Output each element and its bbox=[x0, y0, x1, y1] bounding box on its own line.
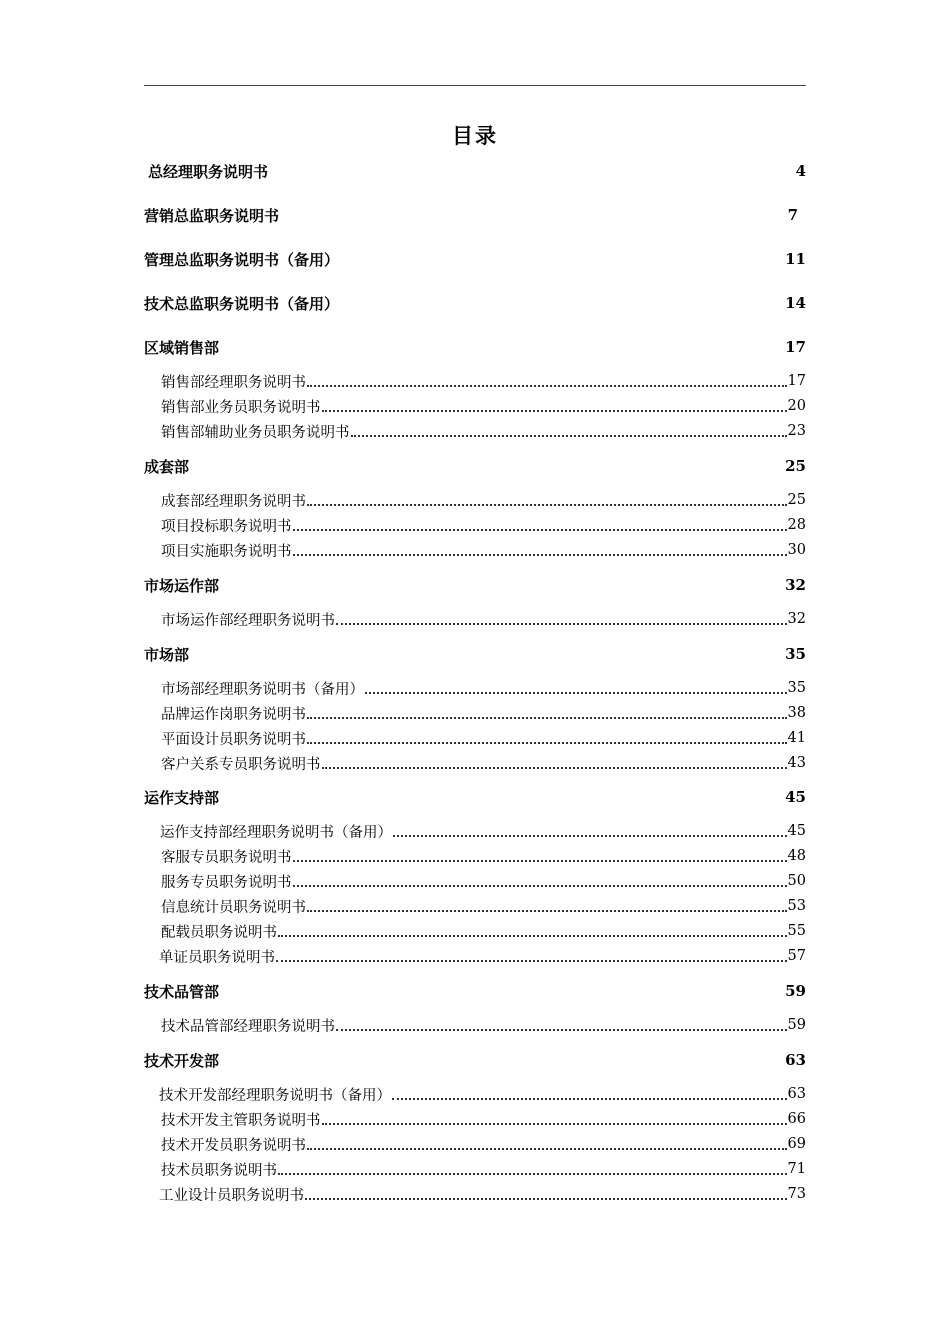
toc-dot-leader bbox=[307, 909, 787, 912]
toc-page-number: 48 bbox=[787, 848, 806, 864]
toc-entry-title: 项目投标职务说明书 bbox=[161, 518, 292, 535]
toc-page-number: 41 bbox=[787, 730, 806, 746]
toc-entry-title: 客户关系专员职务说明书 bbox=[161, 756, 321, 773]
toc-dot-leader bbox=[392, 1097, 787, 1100]
toc-entry-title: 项目实施职务说明书 bbox=[161, 543, 292, 560]
toc-subentry[interactable] bbox=[144, 920, 806, 942]
toc-page-number: 69 bbox=[787, 1136, 806, 1152]
toc-entry-title: 营销总监职务说明书 bbox=[144, 206, 280, 225]
toc-page-number: 38 bbox=[787, 705, 806, 721]
toc-page-number: 66 bbox=[787, 1111, 806, 1127]
toc-dot-leader bbox=[351, 434, 787, 437]
toc-dot-leader bbox=[278, 934, 787, 937]
toc-page-number: 59 bbox=[787, 1017, 806, 1033]
toc-page-number: 73 bbox=[787, 1186, 806, 1202]
toc-page-number: 55 bbox=[787, 923, 806, 939]
toc-page-number: 17 bbox=[785, 338, 806, 356]
toc-page-number: 32 bbox=[787, 611, 806, 627]
toc-entry-title: 技术总监职务说明书（备用） bbox=[144, 294, 340, 313]
toc-page-number: 35 bbox=[787, 680, 806, 696]
toc-page-number: 4 bbox=[795, 162, 806, 180]
toc-section-entry[interactable] bbox=[144, 292, 806, 314]
toc-entry-title: 客服专员职务说明书 bbox=[161, 849, 292, 866]
toc-entry-title: 工业设计员职务说明书 bbox=[159, 1187, 304, 1204]
toc-subentry[interactable] bbox=[144, 1133, 806, 1155]
toc-subentry[interactable] bbox=[144, 677, 806, 699]
toc-entry-title: 区域销售部 bbox=[144, 338, 220, 357]
toc-entry-title: 技术开发主管职务说明书 bbox=[161, 1112, 321, 1129]
toc-dot-leader bbox=[307, 503, 787, 506]
toc-page-number: 28 bbox=[787, 517, 806, 533]
toc-dot-leader bbox=[293, 884, 787, 887]
toc-section-entry[interactable] bbox=[144, 336, 806, 358]
toc-dot-leader bbox=[293, 553, 787, 556]
toc-page-number: 17 bbox=[787, 373, 806, 389]
toc-page-number: 43 bbox=[787, 755, 806, 771]
toc-section-entry[interactable] bbox=[144, 455, 806, 477]
toc-section-entry[interactable] bbox=[144, 643, 806, 665]
toc-section-entry[interactable] bbox=[144, 980, 806, 1002]
toc-entry-title: 技术品管部经理职务说明书 bbox=[161, 1018, 335, 1035]
toc-subentry[interactable] bbox=[144, 608, 806, 630]
toc-entry-title: 技术开发部经理职务说明书（备用） bbox=[159, 1087, 391, 1104]
toc-section-entry[interactable] bbox=[144, 786, 806, 808]
toc-entry-title: 单证员职务说明书 bbox=[159, 949, 275, 966]
toc-title: 目录 bbox=[452, 123, 498, 148]
toc-page-number: 57 bbox=[787, 948, 806, 964]
toc-dot-leader bbox=[293, 859, 787, 862]
toc-subentry[interactable] bbox=[144, 895, 806, 917]
toc-page-number: 14 bbox=[785, 294, 806, 312]
toc-subentry[interactable] bbox=[144, 870, 806, 892]
toc-dot-leader bbox=[322, 409, 787, 412]
toc-subentry[interactable] bbox=[144, 420, 806, 442]
toc-entry-title: 信息统计员职务说明书 bbox=[161, 899, 306, 916]
toc-dot-leader bbox=[276, 959, 787, 962]
toc-subentry[interactable] bbox=[144, 702, 806, 724]
toc-entry-title: 服务专员职务说明书 bbox=[161, 874, 292, 891]
toc-dot-leader bbox=[307, 741, 787, 744]
toc-entry-title: 市场运作部经理职务说明书 bbox=[161, 612, 335, 629]
toc-dot-leader bbox=[307, 716, 787, 719]
toc-entry-title: 销售部辅助业务员职务说明书 bbox=[161, 424, 350, 441]
toc-entry-title: 市场运作部 bbox=[144, 576, 220, 595]
toc-dot-leader bbox=[307, 1147, 787, 1150]
toc-subentry[interactable] bbox=[144, 395, 806, 417]
toc-entry-title: 市场部经理职务说明书（备用） bbox=[161, 681, 364, 698]
toc-entry-title: 技术品管部 bbox=[144, 982, 220, 1001]
toc-subentry[interactable] bbox=[144, 1183, 806, 1205]
toc-entry-title: 市场部 bbox=[144, 645, 190, 664]
toc-subentry[interactable] bbox=[144, 539, 806, 561]
toc-subentry[interactable] bbox=[144, 489, 806, 511]
toc-page-number: 50 bbox=[787, 873, 806, 889]
toc-entry-title: 平面设计员职务说明书 bbox=[161, 731, 306, 748]
toc-subentry[interactable] bbox=[144, 370, 806, 392]
toc-dot-leader bbox=[322, 1122, 787, 1125]
toc-page-number: 35 bbox=[785, 645, 806, 663]
toc-page-number: 25 bbox=[785, 457, 806, 475]
toc-entry-title: 管理总监职务说明书（备用） bbox=[144, 250, 340, 269]
toc-page-number: 45 bbox=[785, 788, 806, 806]
toc-entry-title: 技术开发部 bbox=[144, 1051, 220, 1070]
header-rule bbox=[144, 85, 806, 86]
toc-entry-title: 品牌运作岗职务说明书 bbox=[161, 706, 306, 723]
toc-entry-title: 运作支持部 bbox=[144, 788, 220, 807]
toc-subentry[interactable] bbox=[144, 1014, 806, 1036]
toc-page-number: 25 bbox=[787, 492, 806, 508]
toc-page-number: 59 bbox=[785, 982, 806, 1000]
toc-section-entry[interactable] bbox=[144, 248, 806, 270]
toc-page-number: 32 bbox=[785, 576, 806, 594]
toc-dot-leader bbox=[307, 384, 787, 387]
toc-dot-leader bbox=[278, 1172, 787, 1175]
toc-dot-leader bbox=[305, 1197, 787, 1200]
toc-subentry[interactable] bbox=[144, 752, 806, 774]
toc-page-number: 7 bbox=[787, 206, 798, 224]
toc-entry-title: 运作支持部经理职务说明书（备用） bbox=[160, 824, 392, 841]
toc-entry-title: 总经理职务说明书 bbox=[148, 162, 269, 181]
toc-section-entry[interactable] bbox=[144, 160, 806, 182]
toc-section-entry[interactable] bbox=[144, 574, 806, 596]
toc-subentry[interactable] bbox=[144, 1108, 806, 1130]
toc-subentry[interactable] bbox=[144, 820, 806, 842]
toc-entry-title: 销售部业务员职务说明书 bbox=[161, 399, 321, 416]
toc-section-entry[interactable] bbox=[144, 1049, 806, 1071]
toc-entry-title: 销售部经理职务说明书 bbox=[161, 374, 306, 391]
toc-subentry[interactable] bbox=[144, 514, 806, 536]
toc-dot-leader bbox=[365, 691, 787, 694]
toc-page-number: 23 bbox=[787, 423, 806, 439]
toc-entry-title: 配载员职务说明书 bbox=[161, 924, 277, 941]
toc-subentry[interactable] bbox=[144, 945, 806, 967]
toc-dot-leader bbox=[322, 766, 787, 769]
toc-subentry[interactable] bbox=[144, 845, 806, 867]
toc-dot-leader bbox=[393, 834, 787, 837]
toc-page-number: 11 bbox=[785, 250, 806, 268]
toc-subentry[interactable] bbox=[144, 727, 806, 749]
toc-page-number: 53 bbox=[787, 898, 806, 914]
toc-section-entry[interactable] bbox=[144, 204, 806, 226]
toc-page-number: 45 bbox=[787, 823, 806, 839]
toc-page-number: 20 bbox=[787, 398, 806, 414]
toc-entry-title: 技术员职务说明书 bbox=[161, 1162, 277, 1179]
toc-subentry[interactable] bbox=[144, 1158, 806, 1180]
toc-entry-title: 成套部经理职务说明书 bbox=[161, 493, 306, 510]
toc-dot-leader bbox=[336, 622, 787, 625]
toc-subentry[interactable] bbox=[144, 1083, 806, 1105]
toc-page-number: 71 bbox=[787, 1161, 806, 1177]
toc-page-number: 30 bbox=[787, 542, 806, 558]
toc-page-number: 63 bbox=[785, 1051, 806, 1069]
toc-entry-title: 技术开发员职务说明书 bbox=[161, 1137, 306, 1154]
toc-dot-leader bbox=[336, 1028, 787, 1031]
toc-page-number: 63 bbox=[787, 1086, 806, 1102]
toc-dot-leader bbox=[293, 528, 787, 531]
toc-entry-title: 成套部 bbox=[144, 457, 190, 476]
